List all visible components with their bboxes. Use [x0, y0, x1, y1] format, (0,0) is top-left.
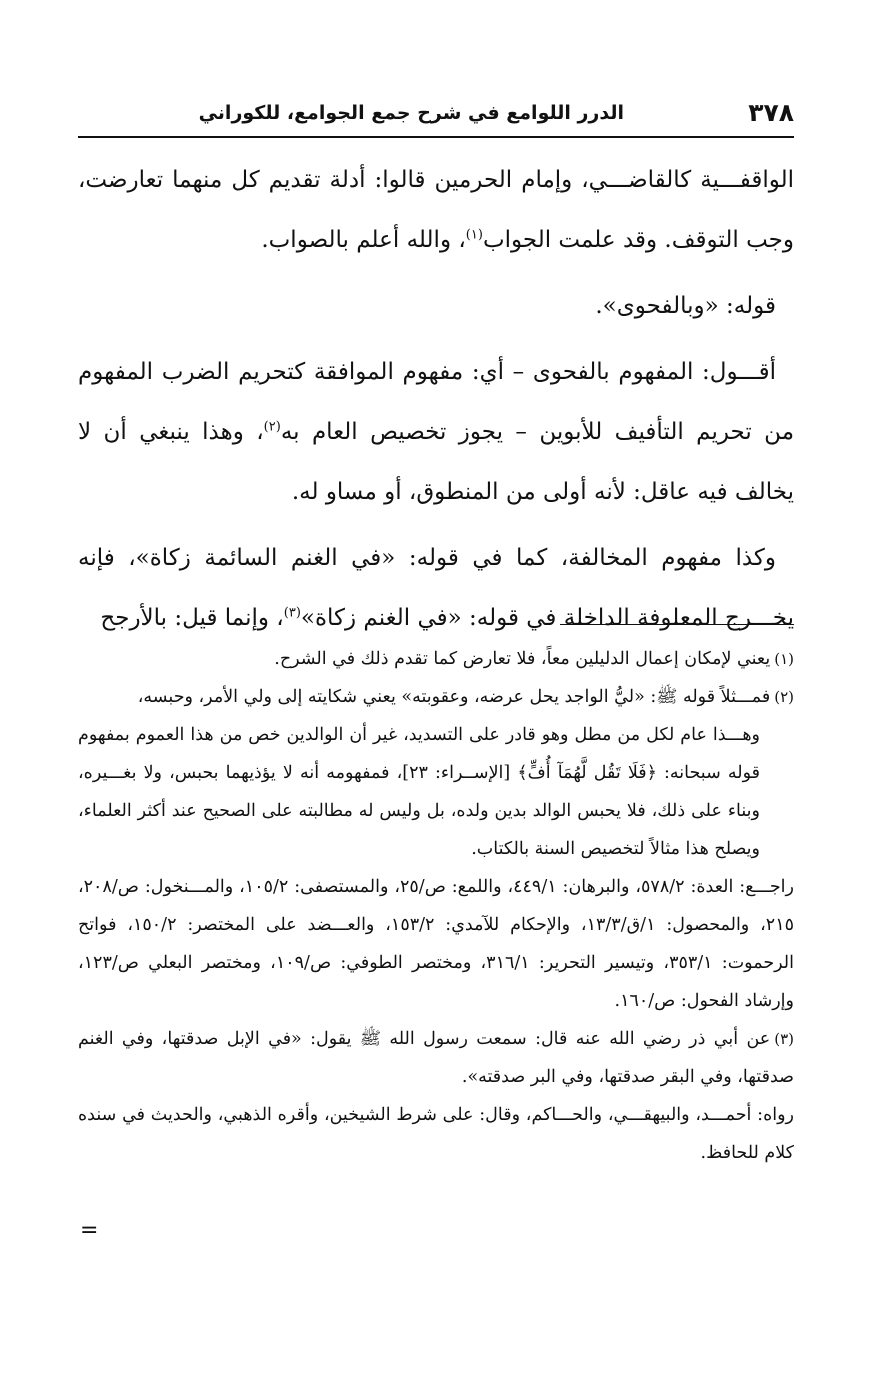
- running-title: الدرر اللوامع في شرح جمع الجوامع، للكوراني: [198, 102, 624, 124]
- paragraph-3-end: ، وهذا ينبغي أن لا يخالف فيه عاقل: لأنه أولى من المنطوق، أو مساو له.: [78, 419, 794, 505]
- paragraph-4-text: وكذا مفهوم المخالفة، كما في قوله: «في الغنم السائمة زكاة»، فإنه يخـــرج المعلوفة الداخلة في قوله: «في الغنم زكاة»: [78, 545, 794, 631]
- footnote-1-text: يعني لإمكان إعمال الدليلين معاً، فلا تعارض كما تقدم ذلك في الشرح.: [274, 649, 771, 669]
- paragraph-1: [78, 150, 794, 270]
- footnote-ref-3: (٣): [283, 605, 301, 621]
- continuation-mark: =: [80, 1218, 99, 1243]
- paragraph-3-text: أقـــول: المفهوم بالفحوى – أي: مفهوم الموافقة كتحريم الضرب المفهوم من تحريم التأفيف للأبوين – يجوز تخصيص العام به: [78, 359, 795, 445]
- footnote-2-continuation: وهـــذا عام لكل من مطل وهو قادر على التسديد، غير أن الوالدين خص من هذا العموم بمفهوم قوله سبحانه: ﴿فَلَا تَقُل لَّهُمَآ أُفٍّ﴾ [الإســراء: ٢٣]، فمفهومه أنه لا يؤذيهما بحبس، ولا بغـــيره، وبناء على ذلك، فلا يحبس الوالد بدين ولده، بل وليس له مطالبته على الصحيح عند أكثر العلماء، ويصلح هذا مثالاً لتخصيص السنة بالكتاب.: [78, 725, 760, 859]
- footnote-2: [78, 678, 794, 716]
- footnote-ref-1: (١): [465, 227, 483, 243]
- footnote-2-text: فمـــثلاً قوله ﷺ: «ليُّ الواجد يحل عرضه، وعقوبته» يعني شكايته إلى ولي الأمر، وحبسه،: [137, 687, 771, 707]
- paragraph-1-end: ، والله أعلم بالصواب.: [261, 227, 466, 253]
- footnote-3: [78, 1020, 794, 1096]
- footnote-1-number: (١): [774, 650, 794, 668]
- footnote-divider: [560, 624, 794, 625]
- paragraph-4: [78, 528, 794, 648]
- main-text: [78, 150, 794, 650]
- footnote-3-number: (٣): [774, 1030, 794, 1048]
- paragraph-4-end: ، وإنما قيل: بالأرجح: [100, 605, 284, 631]
- paragraph-2: قوله: «وبالفحوى».: [595, 293, 776, 319]
- page-header: [78, 96, 794, 138]
- paragraph-3: [78, 342, 794, 522]
- page-number: ٣٧٨: [748, 98, 794, 127]
- footnote-2-number: (٢): [774, 688, 794, 706]
- footnote-ref-2: (٢): [263, 419, 281, 435]
- footnotes: [78, 640, 794, 1172]
- paragraph-1-text: الواقفـــية كالقاضـــي، وإمام الحرمين قالوا: أدلة تقديم كل منهما تعارضت، وجب التوقف. وقد علمت الجواب: [78, 167, 794, 253]
- footnote-2-references: راجـــع: العدة: ٥٧٨/٢، والبرهان: ٤٤٩/١، واللمع: ص/٢٥، والمستصفى: ١٠٥/٢، والمـــنخول: ص/٢٠٨، ٢١٥، والمحصول: ١/ق/١٣/٣، والإحكام للآمدي: ١٥٣/٢، والعـــضد على المختصر: ١٥٠/٢، فواتح الرحموت: ٣٥٣/١، وتيسير التحرير: ٣١٦/١، ومختصر الطوفي: ص/١٠٩، ومختصر البعلي ص/١٢٣، وإرشاد الفحول: ص/١٦٠.: [78, 877, 795, 1011]
- footnote-1: [78, 640, 794, 678]
- footnote-3-text: عن أبي ذر رضي الله عنه قال: سمعت رسول الله ﷺ يقول: «في الإبل صدقتها، وفي الغنم صدقتها، وفي البقر صدقتها، وفي البر صدقته».: [78, 1029, 794, 1087]
- footnote-3-continuation: رواه: أحمـــد، والبيهقـــي، والحـــاكم، وقال: على شرط الشيخين، وأقره الذهبي، والحديث في سنده كلام للحافظ.: [78, 1105, 794, 1163]
